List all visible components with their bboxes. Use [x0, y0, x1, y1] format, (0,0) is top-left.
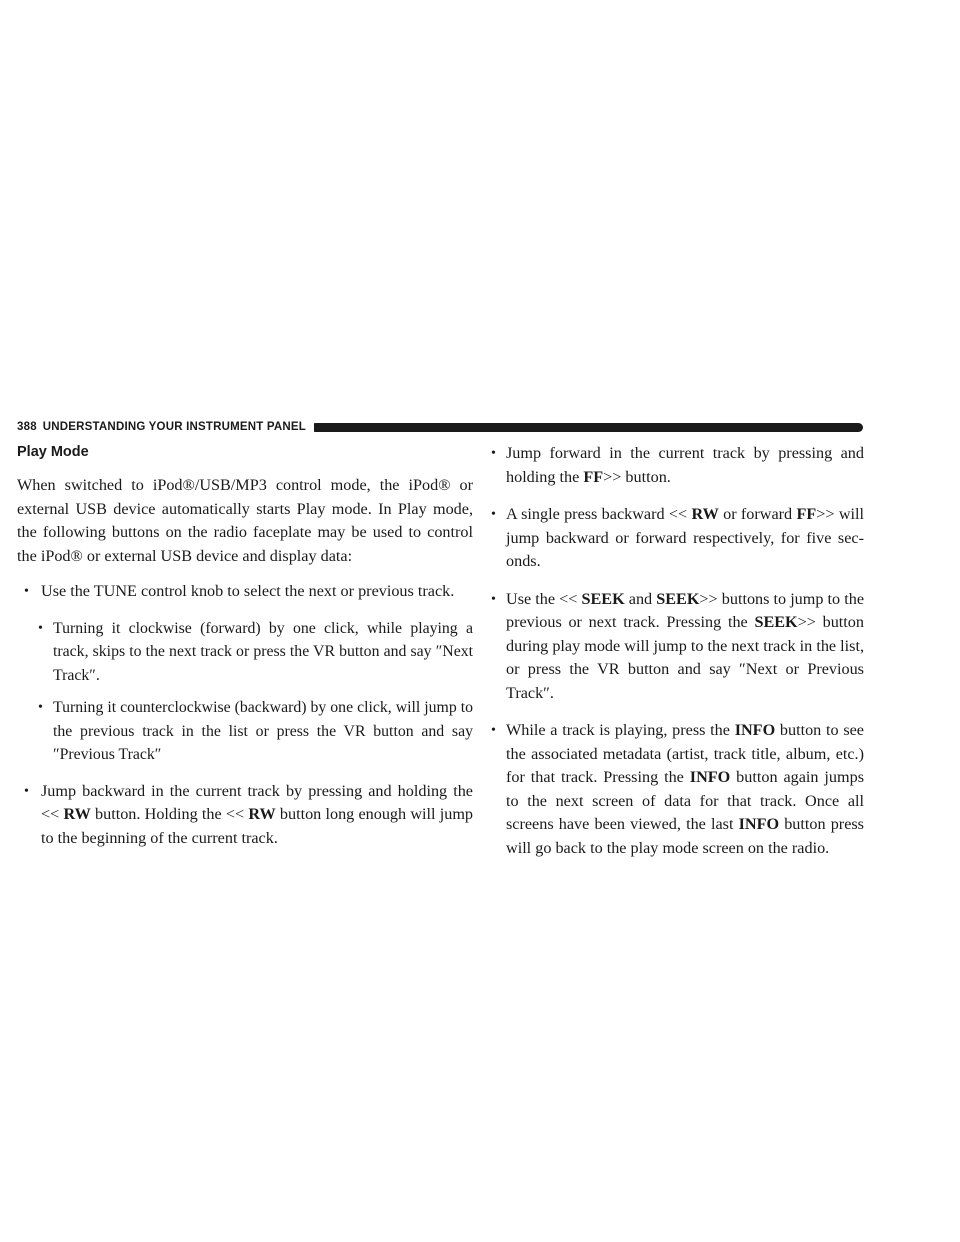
bullet-icon: • [491, 507, 496, 522]
button-name-info: INFO [738, 815, 780, 833]
button-name-rw: RW [691, 505, 719, 523]
list-item: • While a track is playing, press the INFO button to see the associated metadata (artist, track title, album, etc.) for that track. Pressing the INFO button again jumps to the next screen of data for that track. Once all screens have been viewed, the last INFO button press will go back to the play mode screen on the radio. [491, 721, 865, 857]
button-name-info: INFO [734, 721, 776, 739]
list-item: • Use the << SEEK and SEEK>> buttons to jump to the previous or next track. Pressing the SEEK>> button during play mode will jump to the next track in the list, or press the VR button and say ″Next or Previous Track″. [491, 589, 864, 702]
list-item-text: Turning it counterclockwise (backward) by one click, will jump to the previous track in the list or press the VR button and say ″Previous Track″ [53, 699, 473, 763]
header-rule [314, 423, 863, 432]
button-name-seek: SEEK [754, 613, 798, 631]
bullet-icon: • [24, 584, 29, 599]
bullet-icon: • [38, 620, 43, 636]
section-title: UNDERSTANDING YOUR INSTRUMENT PANEL [42, 421, 306, 433]
list-item-text: Use the TUNE control knob to select the next or previous track. [41, 582, 455, 600]
button-name-ff: FF [796, 505, 817, 523]
left-column [17, 442, 473, 863]
list-item: • Jump backward in the current track by pressing and holding the << RW button. Holding the << RW button long enough will jump to the beginning of the current track. [24, 781, 474, 847]
bullet-icon: • [38, 700, 43, 715]
right-column [488, 442, 864, 874]
bullet-icon: • [491, 591, 496, 607]
button-name-info: INFO [689, 768, 731, 786]
page-header [17, 420, 863, 434]
button-name-ff: FF [583, 467, 604, 486]
sub-list-item [17, 696, 473, 767]
section-heading: Play Mode [17, 444, 89, 460]
list-item: • A single press backward << RW or forward FF>> will jump backward or forward respectively, for five sec-onds. [491, 505, 865, 570]
bullet-icon: • [24, 783, 29, 799]
list-item: • Jump forward in the current track by pressing and holding the FF>> button. [491, 444, 864, 486]
intro-paragraph: When switched to iPod®/USB/MP3 control mode, the iPod® or external USB device automatically starts Play mode. In Play mode, the following buttons on the radio faceplate may be used to control the iPod® or external USB device and display data: [17, 476, 473, 565]
list-item-text: Turning it clockwise (forward) by one click, while playing a track, skips to the next track or press the VR button and say ″Next Track″. [53, 619, 473, 684]
list-item [17, 580, 473, 604]
page-number: 388 [17, 421, 37, 433]
button-name-rw: RW [248, 805, 276, 823]
bullet-icon: • [491, 723, 496, 738]
button-name-seek: SEEK [656, 589, 700, 608]
sub-list-item [17, 617, 473, 688]
button-name-seek: SEEK [581, 589, 625, 608]
button-name-rw: RW [63, 805, 91, 823]
bullet-icon: • [491, 446, 496, 461]
